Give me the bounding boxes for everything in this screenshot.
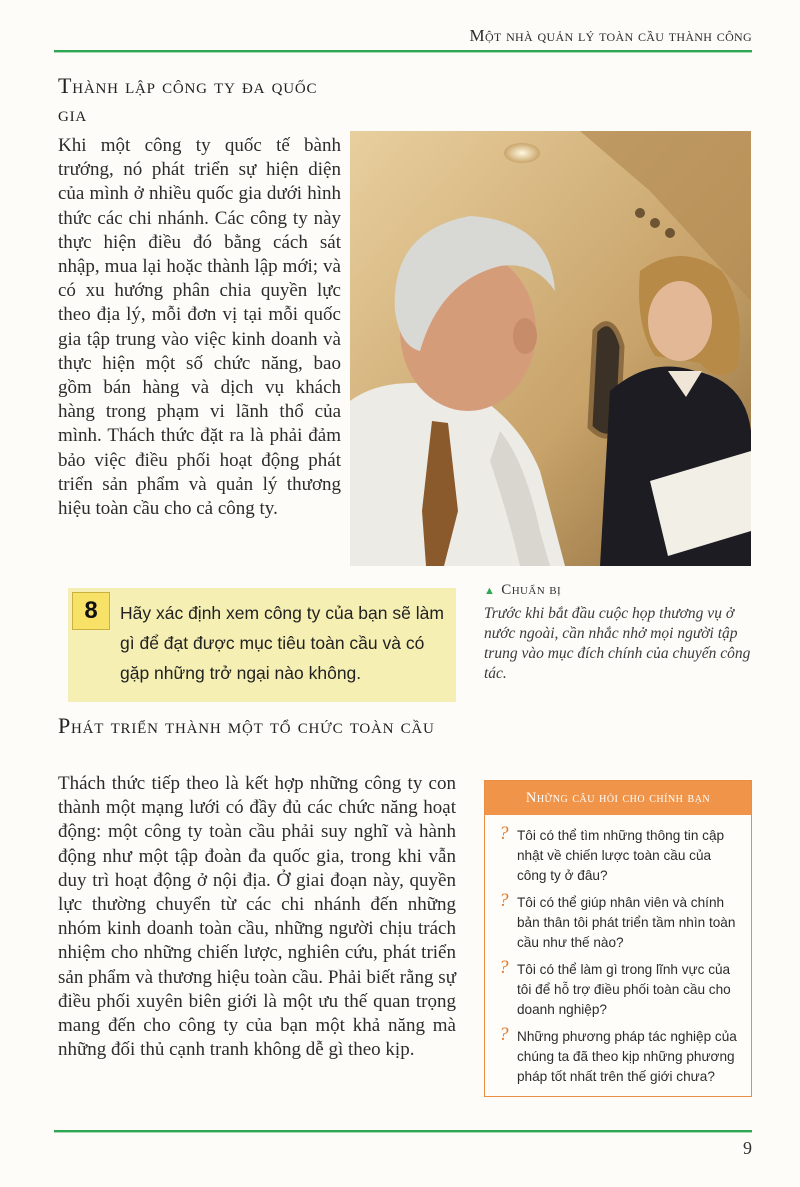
question-mark-icon: ?: [499, 823, 509, 844]
triangle-up-icon: ▲: [484, 585, 496, 597]
photo-caption: [484, 582, 756, 684]
business-meeting-photo: [350, 131, 751, 566]
section-body-multinational: Khi một công ty quốc tế bành trướng, nó phát triển sự hiện diện của mình ở nhiều quốc gia dưới hình thức các chi nhánh. Các công ty này thực hiện điều đó bằng cách sát nhập, mua lại hoặc thành lập mới; và có xu hướng phân chia quyền lực theo địa lý, mỗi đơn vị tại mỗi quốc gia tập trung vào việc kinh doanh và thực hiện một số chức năng, bao gồm bán hàng và dịch vụ khách hàng trong phạm vi lãnh thổ của mình. Thách thức đặt ra là phải đảm bảo việc điều phối hoạt động phát triển sản phẩm và quản lý thương hiệu toàn cầu cho cả công ty.: [58, 135, 341, 520]
running-title: Một nhà quản lý toàn cầu thành công: [469, 26, 752, 45]
tip-text: Hãy xác định xem công ty của bạn sẽ làm gì để đạt được mục tiêu toàn cầu và có gặp những trở ngại nào không.: [120, 603, 444, 683]
question-item: [499, 892, 741, 952]
question-text: Tôi có thể giúp nhân viên và chính bản thân tôi phát triển tầm nhìn toàn cầu như thế nào?: [517, 895, 736, 950]
question-mark-icon: ?: [499, 890, 509, 911]
section-body-global-organization: Thách thức tiếp theo là kết hợp những công ty con thành một mạng lưới có đầy đủ các chức năng hoạt động: một công ty toàn cầu phải suy nghĩ và hành động như một tập đoàn đa quốc gia, trong khi vẫn duy trì hoạt động ở nội địa. Ở giai đoạn này, quyền lực thường chuyển từ các chi nhánh đến những nhóm kinh doanh toàn cầu, những người chịu trách nhiệm cho những chiến lược, nghiên cứu, phát triển sản phẩm và thương hiệu toàn cầu. Phải biết rằng sự điều phối xuyên biên giới là một ưu thế quan trọng mang đến cho công ty của bạn một khả năng mà những đối thủ cạnh tranh không dễ gì theo kịp.: [58, 773, 456, 1061]
question-item: [499, 1026, 741, 1086]
question-item: [499, 959, 741, 1019]
question-text: Tôi có thể làm gì trong lĩnh vực của tôi để hỗ trợ điều phối toàn cầu cho doanh nghiệp?: [517, 962, 731, 1017]
caption-title: [484, 582, 756, 599]
section-heading-multinational: Thành lập công ty đa quốc gia: [58, 73, 318, 126]
question-text: Tôi có thể tìm những thông tin cập nhật về chiến lược toàn cầu của công ty ở đâu?: [517, 828, 725, 883]
header-rule: [54, 50, 752, 53]
questions-list: [485, 815, 751, 1086]
page-number: 9: [743, 1138, 752, 1158]
tip-number-badge: 8: [72, 592, 110, 630]
question-text: Những phương pháp tác nghiệp của chúng ta đã theo kịp những phương pháp tốt nhất trên thế giới chưa?: [517, 1029, 737, 1084]
caption-text: Trước khi bắt đầu cuộc họp thương vụ ở nước ngoài, cần nhắc nhở mọi người tập trung vào mục đích chính của chuyến công tác.: [484, 605, 751, 682]
section-heading-global-organization: Phát triển thành một tổ chức toàn cầu: [58, 713, 435, 738]
questions-box: [484, 780, 752, 1097]
question-mark-icon: ?: [499, 1024, 509, 1045]
footer-rule: [54, 1130, 752, 1133]
tip-box: [68, 588, 456, 702]
caption-title-text: Chuẩn bị: [501, 582, 562, 598]
questions-title: Những câu hỏi cho chính bạn: [485, 781, 751, 815]
question-mark-icon: ?: [499, 957, 509, 978]
question-item: [499, 825, 741, 885]
